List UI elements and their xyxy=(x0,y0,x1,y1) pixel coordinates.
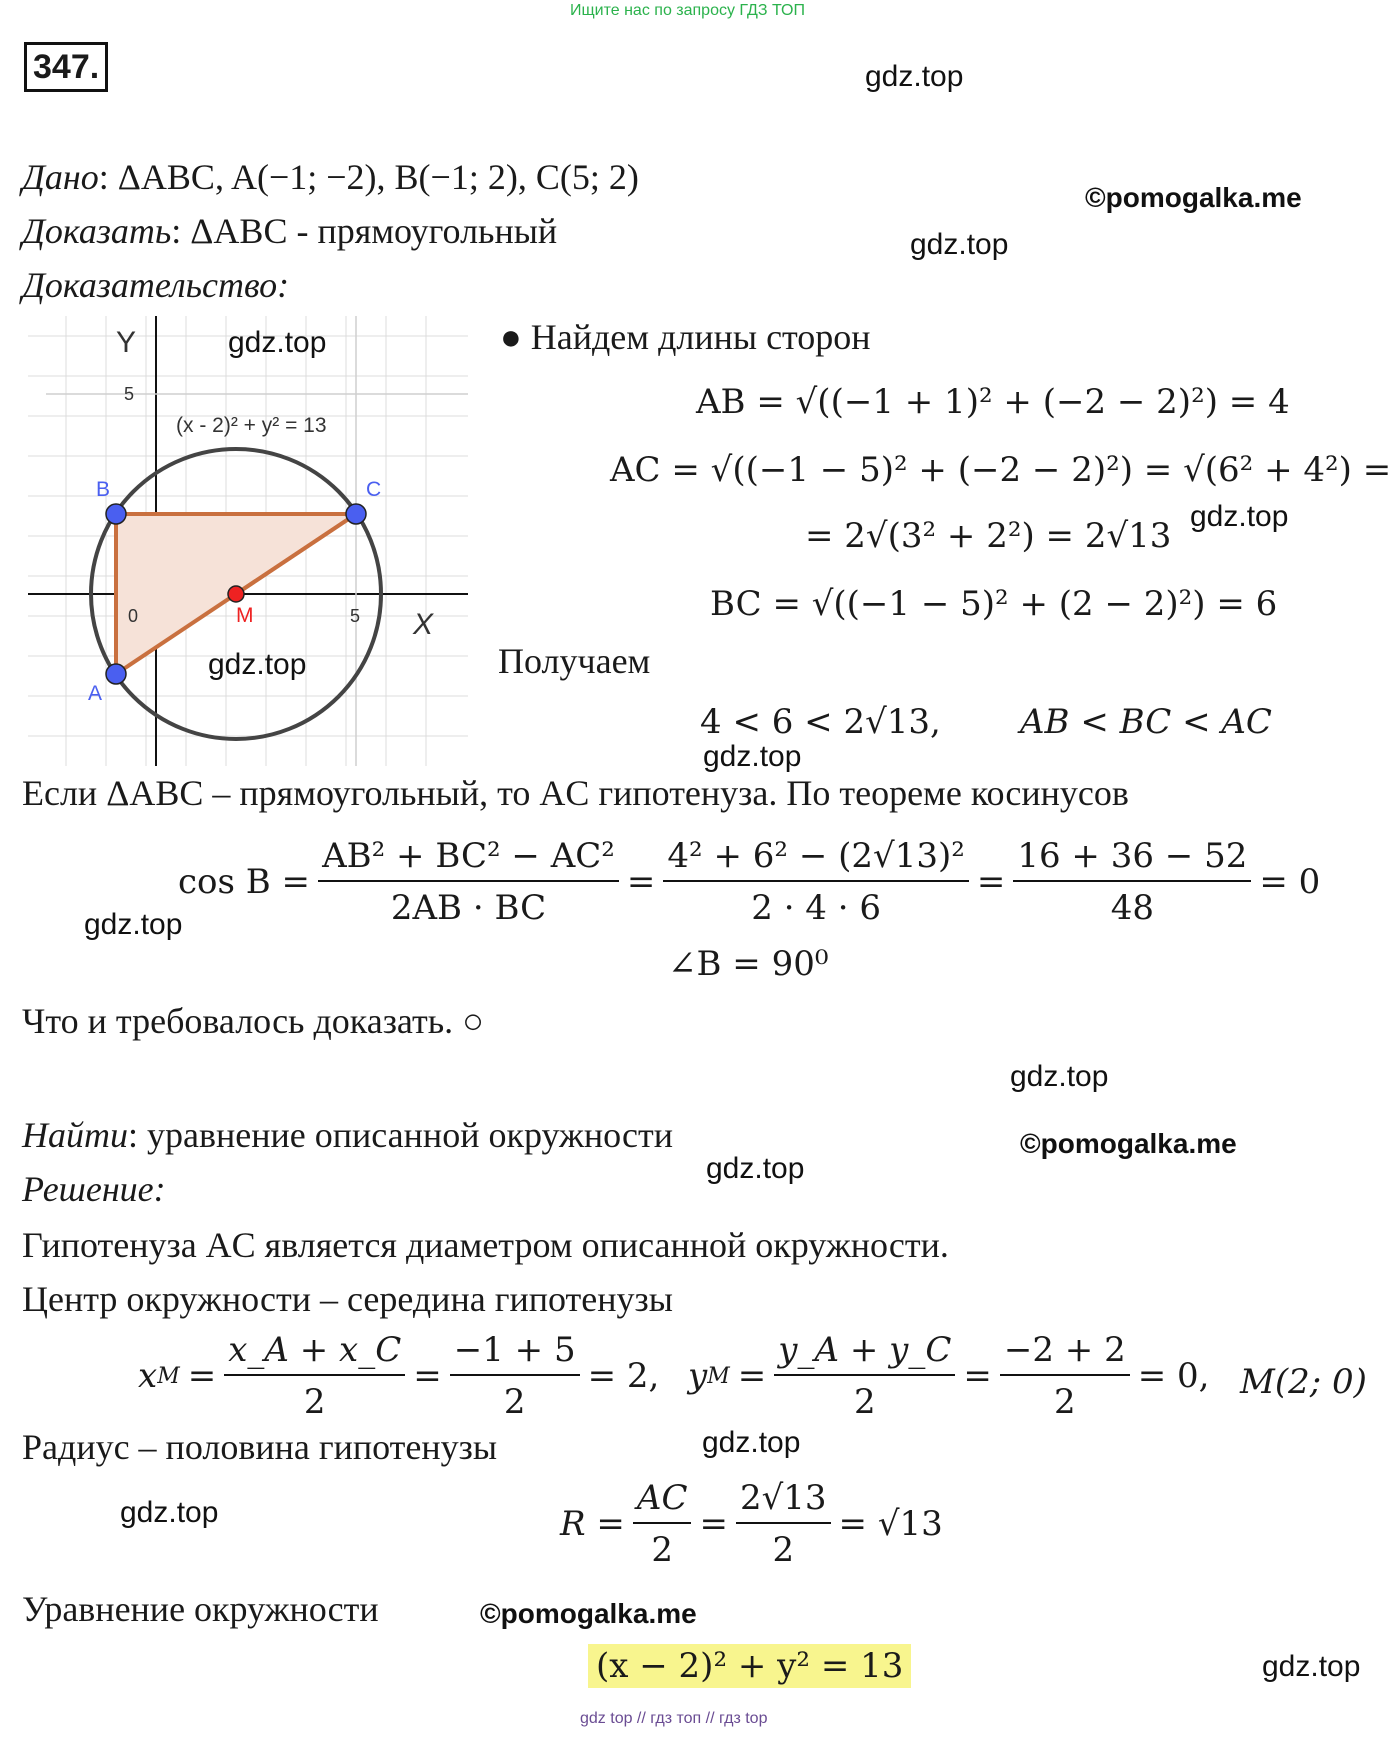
cos-f2-den: 2 · 4 · 6 xyxy=(751,888,881,928)
watermark-gdz: gdz.top xyxy=(865,60,964,93)
circle-equation-label: Уравнение окружности xyxy=(22,1589,379,1629)
coordinate-graph xyxy=(28,316,468,766)
watermark-gdz: gdz.top xyxy=(1262,1650,1361,1683)
qed-text: Что и требовалось доказать. ○ xyxy=(22,1001,484,1041)
cos-f1-den: 2AB · BC xyxy=(390,888,547,928)
watermark-pomogalka: ©pomogalka.me xyxy=(1020,1128,1237,1159)
prove-label: Доказать xyxy=(22,211,172,251)
cos-f2-num: 4² + 6² − (2√13)² xyxy=(663,836,968,882)
find-sides-heading: ● Найдем длины сторон xyxy=(500,317,871,357)
watermark-pomogalka: ©pomogalka.me xyxy=(1085,182,1302,213)
inequality-values: 4 < 6 < 2√13, xyxy=(700,702,941,742)
inequality-sides: AB < BC < AC xyxy=(1020,702,1272,742)
watermark-gdz: gdz.top xyxy=(208,648,307,681)
xm-fraction-1 xyxy=(224,1330,405,1422)
given-label: Дано xyxy=(22,157,99,197)
radius-fraction-2 xyxy=(736,1478,831,1570)
radius-num: AC xyxy=(633,1478,692,1524)
radius-den: 2 xyxy=(651,1530,674,1570)
ym-eq: = xyxy=(737,1356,767,1396)
ym-den: 2 xyxy=(853,1382,876,1422)
ym-lhs: y xyxy=(688,1356,708,1396)
cos-f3-num: 16 + 36 − 52 xyxy=(1013,836,1251,882)
if-right-text: Если ΔABC – прямоугольный, то AC гипотенуза. По теореме косинусов xyxy=(22,773,1129,813)
hypotenuse-diameter: Гипотенуза AC является диаметром описанной окружности. xyxy=(22,1225,949,1265)
footer-links: gdz top // гдз топ // гдз top xyxy=(580,1710,768,1727)
axis-y-label: Y xyxy=(116,326,137,359)
prove-text: : ΔABC - прямоугольный xyxy=(171,211,558,251)
xm-fraction-2 xyxy=(450,1330,580,1422)
cos-fraction-1 xyxy=(318,836,619,928)
label-m: M xyxy=(236,604,254,627)
find-line xyxy=(22,1114,673,1156)
ym-lhs-sub: M xyxy=(707,1363,730,1389)
radius-eq: = xyxy=(699,1504,728,1544)
circle-equation-label: (x - 2)² + y² = 13 xyxy=(176,414,327,437)
angle-b: ∠B = 90⁰ xyxy=(668,944,829,984)
watermark-gdz: gdz.top xyxy=(703,740,802,773)
axis-x-label: X xyxy=(413,608,434,641)
ym-den2: 2 xyxy=(1053,1382,1076,1422)
obtain-label: Получаем xyxy=(498,641,651,681)
tick-y-5: 5 xyxy=(124,384,135,404)
point-m xyxy=(228,586,244,602)
radius-result: = √13 xyxy=(838,1504,943,1544)
label-c: C xyxy=(366,478,382,501)
xm-num: x_A + x_C xyxy=(224,1330,405,1376)
xm-eq-2: = xyxy=(413,1356,442,1396)
center-text: Центр окружности – середина гипотенузы xyxy=(22,1279,673,1319)
cos-fraction-3 xyxy=(1013,836,1251,928)
cos-result: = 0 xyxy=(1259,862,1321,902)
ym-fraction-2 xyxy=(1000,1330,1130,1422)
top-banner: Ищите нас по запросу ГДЗ ТОП xyxy=(570,2,805,19)
radius-lhs: R = xyxy=(560,1504,625,1544)
watermark-gdz: gdz.top xyxy=(120,1496,219,1529)
equation-bc: BC = √((−1 − 5)² + (2 − 2)²) = 6 xyxy=(710,584,1278,624)
xm-lhs: x xyxy=(138,1356,158,1396)
equation-ac-2: = 2√(3² + 2²) = 2√13 xyxy=(805,516,1172,556)
xm-formula xyxy=(138,1330,659,1422)
watermark-gdz: gdz.top xyxy=(910,228,1009,261)
ym-result: = 0, xyxy=(1137,1356,1210,1396)
radius-formula xyxy=(560,1478,943,1570)
radius-fraction-1 xyxy=(633,1478,692,1570)
cos-eq-2: = xyxy=(976,862,1006,902)
watermark-pomogalka: ©pomogalka.me xyxy=(480,1598,697,1629)
xm-eq: = xyxy=(187,1356,217,1396)
ym-fraction-1 xyxy=(774,1330,955,1422)
given-line xyxy=(22,156,639,198)
watermark-gdz: gdz.top xyxy=(1190,500,1289,533)
xm-den: 2 xyxy=(303,1382,326,1422)
point-a xyxy=(106,664,126,684)
ym-num: y_A + y_C xyxy=(774,1330,955,1376)
xm-den2: 2 xyxy=(503,1382,526,1422)
watermark-gdz: gdz.top xyxy=(706,1152,805,1185)
cos-f3-den: 48 xyxy=(1110,888,1154,928)
cos-fraction-2 xyxy=(663,836,968,928)
point-c xyxy=(346,504,366,524)
xm-result: = 2, xyxy=(587,1356,660,1396)
prove-line xyxy=(22,210,557,252)
xm-num2: −1 + 5 xyxy=(450,1330,580,1376)
m-point: M(2; 0) xyxy=(1240,1362,1367,1402)
label-b: B xyxy=(96,478,111,501)
proof-label: Доказательство: xyxy=(22,265,290,305)
cosine-formula xyxy=(178,836,1320,928)
watermark-gdz: gdz.top xyxy=(1010,1060,1109,1093)
given-text: : ΔABC, A(−1; −2), B(−1; 2), C(5; 2) xyxy=(98,157,639,197)
cos-f1-num: AB² + BC² − AC² xyxy=(318,836,619,882)
watermark-gdz: gdz.top xyxy=(228,326,327,359)
ym-num2: −2 + 2 xyxy=(1000,1330,1130,1376)
ym-formula xyxy=(688,1330,1209,1422)
final-equation: (x − 2)² + y² = 13 xyxy=(588,1644,911,1688)
radius-text: Радиус – половина гипотенузы xyxy=(22,1427,498,1467)
tick-x-5: 5 xyxy=(350,606,361,626)
equation-ac-1: AC = √((−1 − 5)² + (−2 − 2)²) = √(6² + 4²) = xyxy=(610,450,1392,490)
problem-number: 347. xyxy=(24,42,108,92)
point-b xyxy=(106,504,126,524)
ym-eq-2: = xyxy=(963,1356,992,1396)
label-a: A xyxy=(88,682,103,705)
solution-label: Решение: xyxy=(22,1169,166,1209)
find-text: : уравнение описанной окружности xyxy=(128,1115,674,1155)
find-label: Найти xyxy=(22,1115,128,1155)
cos-eq-1: = xyxy=(626,862,656,902)
cos-lhs: cos B = xyxy=(178,862,311,902)
equation-ab: AB = √((−1 + 1)² + (−2 − 2)²) = 4 xyxy=(696,382,1290,422)
xm-lhs-sub: M xyxy=(157,1363,180,1389)
radius-num2: 2√13 xyxy=(736,1478,831,1524)
origin-label: 0 xyxy=(128,606,139,626)
watermark-gdz: gdz.top xyxy=(84,908,183,941)
watermark-gdz: gdz.top xyxy=(702,1426,801,1459)
radius-den2: 2 xyxy=(772,1530,795,1570)
